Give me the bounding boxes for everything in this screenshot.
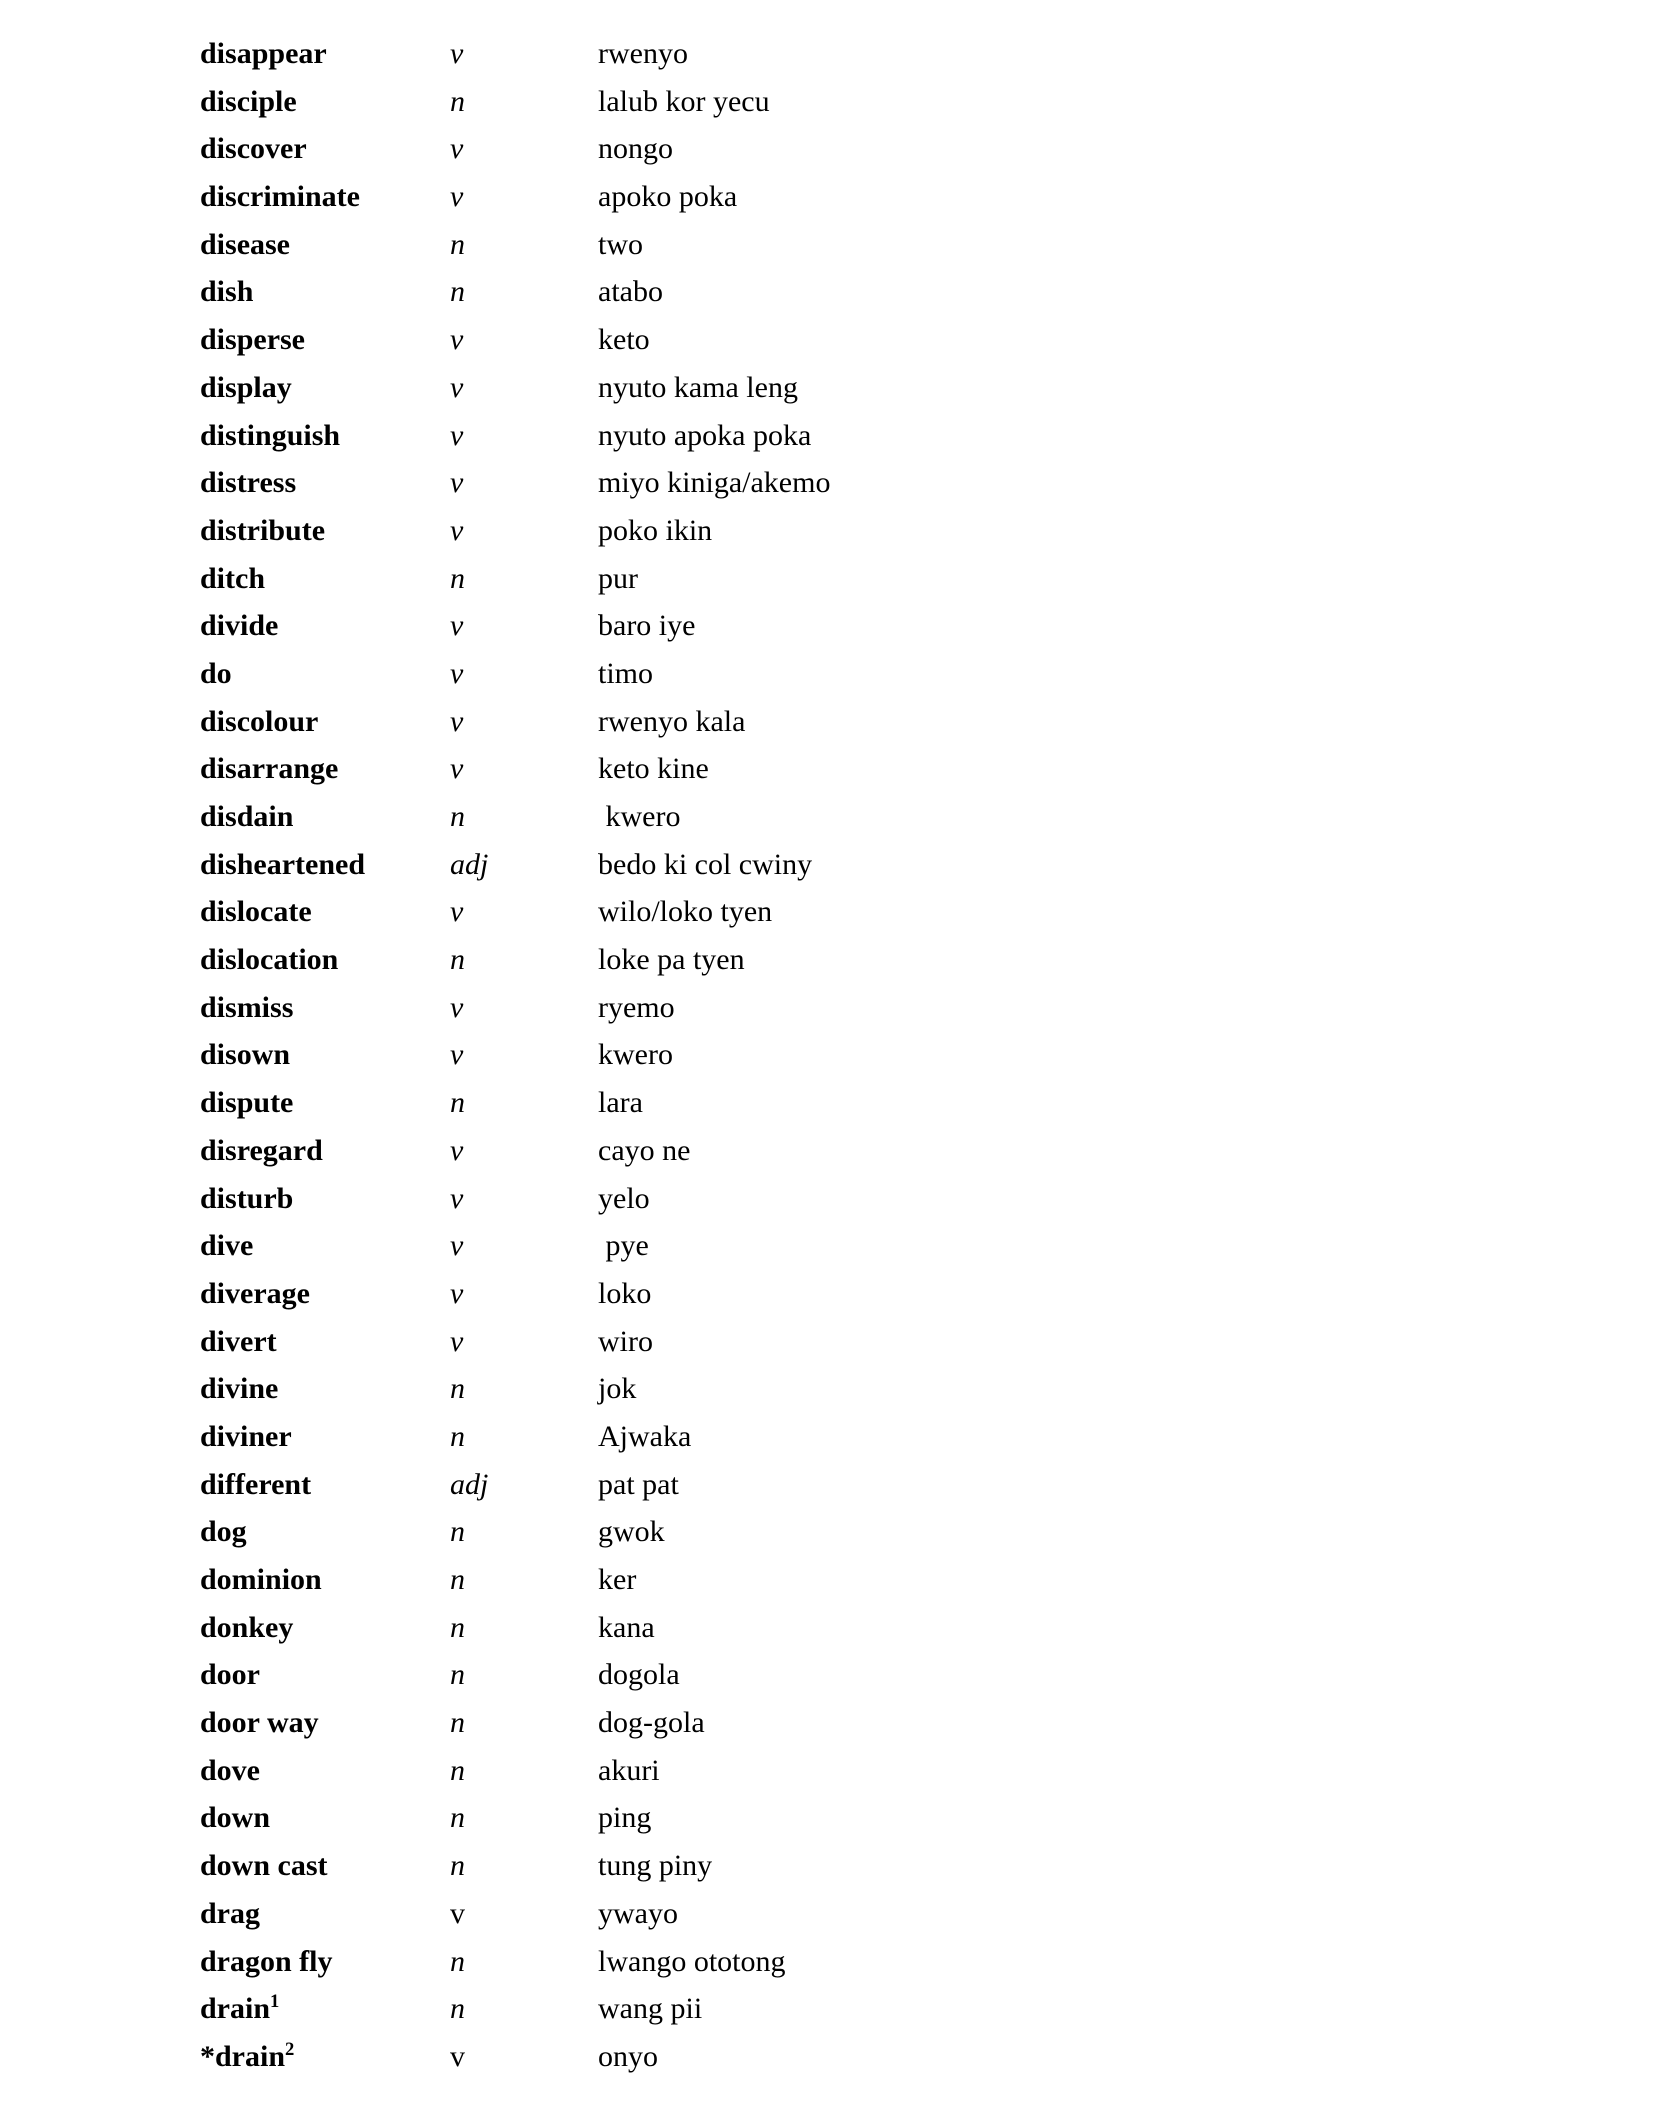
- entry-translation: loke pa tyen: [598, 943, 745, 977]
- entry-word: down: [200, 1801, 271, 1835]
- entry-pos: n: [450, 800, 465, 833]
- entry-word: disciple: [200, 84, 297, 118]
- entry-word: diviner: [200, 1419, 292, 1453]
- entry-word-superscript: 2: [285, 2038, 295, 2060]
- dictionary-entry: [200, 1031, 1634, 1079]
- entry-pos: n: [450, 227, 465, 261]
- dictionary-entry: [200, 268, 1634, 316]
- dictionary-entry: [200, 698, 1634, 746]
- entry-pos: v: [450, 609, 464, 643]
- entry-word: door: [200, 1658, 260, 1692]
- entry-word: down cast: [200, 1849, 328, 1883]
- entry-word: disarrange: [200, 752, 339, 786]
- entry-translation: nyuto kama leng: [598, 370, 798, 404]
- dictionary-entry: [200, 555, 1634, 603]
- entry-word: dismiss: [200, 990, 294, 1024]
- dictionary-entry: [200, 1508, 1634, 1556]
- entry-translation: jok: [598, 1372, 637, 1406]
- entry-translation: kwero: [598, 1038, 673, 1072]
- entry-word: divine: [200, 1372, 279, 1406]
- entry-word: discolour: [200, 704, 319, 738]
- dictionary-entry: [200, 1604, 1634, 1652]
- entry-pos: v: [450, 1133, 464, 1167]
- entry-translation: pat pat: [598, 1467, 679, 1501]
- entry-translation: cayo ne: [598, 1133, 691, 1167]
- entry-pos: n: [450, 275, 465, 309]
- entry-word: drag: [200, 1896, 260, 1930]
- entry-word: disdain: [200, 800, 294, 833]
- entry-word: distress: [200, 466, 297, 500]
- entry-translation: ker: [598, 1563, 637, 1596]
- entry-translation: akuri: [598, 1753, 660, 1787]
- entry-list: [200, 30, 1634, 2081]
- dictionary-entry: [200, 1794, 1634, 1842]
- dictionary-entry: [200, 459, 1634, 507]
- entry-pos: v: [450, 1229, 464, 1263]
- dictionary-entry: [200, 1270, 1634, 1318]
- entry-pos: n: [450, 1086, 465, 1120]
- entry-word: diverage: [200, 1276, 310, 1310]
- entry-translation: ywayo: [598, 1896, 678, 1930]
- entry-word: divert: [200, 1324, 277, 1358]
- dictionary-entry: [200, 1985, 1634, 2033]
- dictionary-entry: [200, 602, 1634, 650]
- entry-translation: dog-gola: [598, 1706, 705, 1740]
- entry-translation: Ajwaka: [598, 1419, 692, 1453]
- entry-word-superscript: 1: [270, 1991, 280, 2013]
- entry-pos: v: [450, 895, 464, 929]
- entry-pos: n: [450, 1610, 465, 1644]
- dictionary-entry: [200, 1842, 1634, 1890]
- entry-word: dragon fly: [200, 1944, 333, 1978]
- entry-word: drain$^1$: [200, 1991, 280, 2026]
- entry-word: dive: [200, 1229, 254, 1263]
- entry-pos: n: [450, 561, 465, 595]
- entry-word: discover: [200, 132, 307, 166]
- entry-translation: wiro: [598, 1324, 653, 1358]
- entry-pos: n: [450, 84, 465, 118]
- entry-pos: v: [450, 37, 464, 70]
- entry-translation: lwango ototong: [598, 1944, 786, 1978]
- entry-translation: timo: [598, 656, 654, 690]
- entry-word: do: [200, 656, 232, 690]
- dictionary-entry: [200, 507, 1634, 555]
- dictionary-entry: [200, 1556, 1634, 1604]
- entry-translation: miyo kiniga/akemo: [598, 466, 831, 500]
- entry-translation: rwenyo kala: [598, 704, 746, 738]
- dictionary-entry: [200, 1890, 1634, 1938]
- entry-pos: n: [450, 1515, 465, 1549]
- dictionary-entry: [200, 1461, 1634, 1509]
- entry-word: disappear: [200, 37, 327, 70]
- entry-translation: rwenyo: [598, 37, 688, 70]
- entry-word: different: [200, 1467, 312, 1501]
- entry-pos: n: [450, 1992, 465, 2026]
- entry-translation: ryemo: [598, 990, 675, 1024]
- entry-pos: v: [450, 1896, 465, 1930]
- entry-pos: v: [450, 1324, 464, 1358]
- entry-translation: kana: [598, 1610, 655, 1644]
- dictionary-entry: [200, 888, 1634, 936]
- entry-pos: v: [450, 180, 464, 214]
- entry-translation: keto: [598, 323, 650, 357]
- entry-word: dog: [200, 1515, 247, 1549]
- entry-word: dislocation: [200, 943, 339, 977]
- entry-word: donkey: [200, 1610, 294, 1644]
- entry-translation: pye: [598, 1229, 649, 1263]
- entry-pos: adj: [450, 847, 489, 881]
- entry-translation: loko: [598, 1276, 652, 1310]
- entry-translation: pur: [598, 561, 638, 595]
- entry-pos: v: [450, 513, 464, 547]
- entry-translation: nyuto apoka poka: [598, 418, 812, 452]
- entry-word: dove: [200, 1753, 260, 1787]
- entry-word: disperse: [200, 323, 305, 357]
- dictionary-entry: [200, 1079, 1634, 1127]
- entry-pos: v: [450, 656, 464, 690]
- dictionary-entry: [200, 1365, 1634, 1413]
- entry-word: divide: [200, 609, 279, 643]
- entry-word: display: [200, 370, 292, 404]
- dictionary-entry: [200, 1318, 1634, 1366]
- entry-pos: n: [450, 1849, 465, 1883]
- dictionary-entry: [200, 650, 1634, 698]
- entry-word: disturb: [200, 1181, 294, 1215]
- dictionary-entry: [200, 984, 1634, 1032]
- dictionary-entry: [200, 841, 1634, 889]
- entry-pos: n: [450, 1753, 465, 1787]
- entry-pos: v: [450, 704, 464, 738]
- entry-word: dislocate: [200, 895, 312, 929]
- entry-pos: v: [450, 752, 464, 786]
- entry-pos: v: [450, 990, 464, 1024]
- dictionary-entry: [200, 316, 1634, 364]
- entry-pos: n: [450, 1706, 465, 1740]
- dictionary-entry: [200, 1127, 1634, 1175]
- dictionary-entry: [200, 125, 1634, 173]
- entry-word: dispute: [200, 1086, 294, 1120]
- entry-translation: lalub kor yecu: [598, 84, 770, 118]
- entry-word: disregard: [200, 1133, 323, 1167]
- dictionary-entry: [200, 936, 1634, 984]
- entry-pos: adj: [450, 1467, 489, 1501]
- entry-translation: bedo ki col cwiny: [598, 847, 813, 881]
- dictionary-entry: [200, 78, 1634, 126]
- entry-translation: atabo: [598, 275, 663, 309]
- entry-word: disheartened: [200, 847, 365, 881]
- dictionary-entry: [200, 364, 1634, 412]
- entry-pos: n: [450, 1372, 465, 1406]
- dictionary-entry: [200, 1413, 1634, 1461]
- entry-translation: wilo/loko tyen: [598, 895, 773, 929]
- dictionary-entry: [200, 1699, 1634, 1747]
- entry-pos: n: [450, 943, 465, 977]
- entry-translation: yelo: [598, 1181, 650, 1215]
- entry-translation: gwok: [598, 1515, 665, 1549]
- entry-pos: n: [450, 1419, 465, 1453]
- entry-pos: n: [450, 1658, 465, 1692]
- entry-pos: v: [450, 2039, 465, 2073]
- entry-pos: v: [450, 1276, 464, 1310]
- dictionary-entry: [200, 30, 1634, 78]
- dictionary-entry: [200, 1175, 1634, 1223]
- entry-translation: poko ikin: [598, 513, 713, 547]
- entry-pos: n: [450, 1801, 465, 1835]
- dictionary-entry: [200, 1222, 1634, 1270]
- entry-word: door way: [200, 1706, 319, 1740]
- entry-pos: n: [450, 1944, 465, 1978]
- entry-word: distribute: [200, 513, 326, 547]
- dictionary-entry: [200, 745, 1634, 793]
- entry-translation: onyo: [598, 2039, 658, 2073]
- entry-translation: nongo: [598, 132, 673, 166]
- entry-word: distinguish: [200, 418, 341, 452]
- entry-pos: v: [450, 418, 464, 452]
- entry-word: dish: [200, 275, 254, 309]
- entry-pos: v: [450, 466, 464, 500]
- entry-translation: kwero: [598, 800, 681, 833]
- dictionary-entry: [200, 173, 1634, 221]
- dictionary-entry: [200, 221, 1634, 269]
- entry-pos: v: [450, 1038, 464, 1072]
- entry-word: discriminate: [200, 180, 360, 214]
- dictionary-entry: [200, 1747, 1634, 1795]
- entry-word: disease: [200, 227, 290, 261]
- entry-word: disown: [200, 1038, 291, 1072]
- entry-translation: dogola: [598, 1658, 680, 1692]
- dictionary-entry: [200, 2033, 1634, 2081]
- entry-pos: v: [450, 323, 464, 357]
- dictionary-entry: [200, 1938, 1634, 1986]
- dictionary-entry: [200, 412, 1634, 460]
- entry-translation: two: [598, 227, 643, 261]
- entry-translation: keto kine: [598, 752, 709, 786]
- entry-pos: v: [450, 1181, 464, 1215]
- entry-word: *drain$^2$: [200, 2038, 295, 2073]
- entry-translation: tung piny: [598, 1849, 713, 1883]
- entry-word: ditch: [200, 561, 266, 595]
- entry-translation: apoko poka: [598, 180, 738, 214]
- entry-pos: v: [450, 132, 464, 166]
- entry-translation: wang pii: [598, 1992, 703, 2026]
- dictionary-entry: [200, 1651, 1634, 1699]
- entry-translation: baro iye: [598, 609, 696, 643]
- entry-pos: n: [450, 1563, 465, 1596]
- entry-translation: ping: [598, 1801, 652, 1835]
- entry-translation: lara: [598, 1086, 643, 1120]
- entry-pos: v: [450, 370, 464, 404]
- dictionary-entry: [200, 793, 1634, 841]
- entry-word: dominion: [200, 1563, 322, 1596]
